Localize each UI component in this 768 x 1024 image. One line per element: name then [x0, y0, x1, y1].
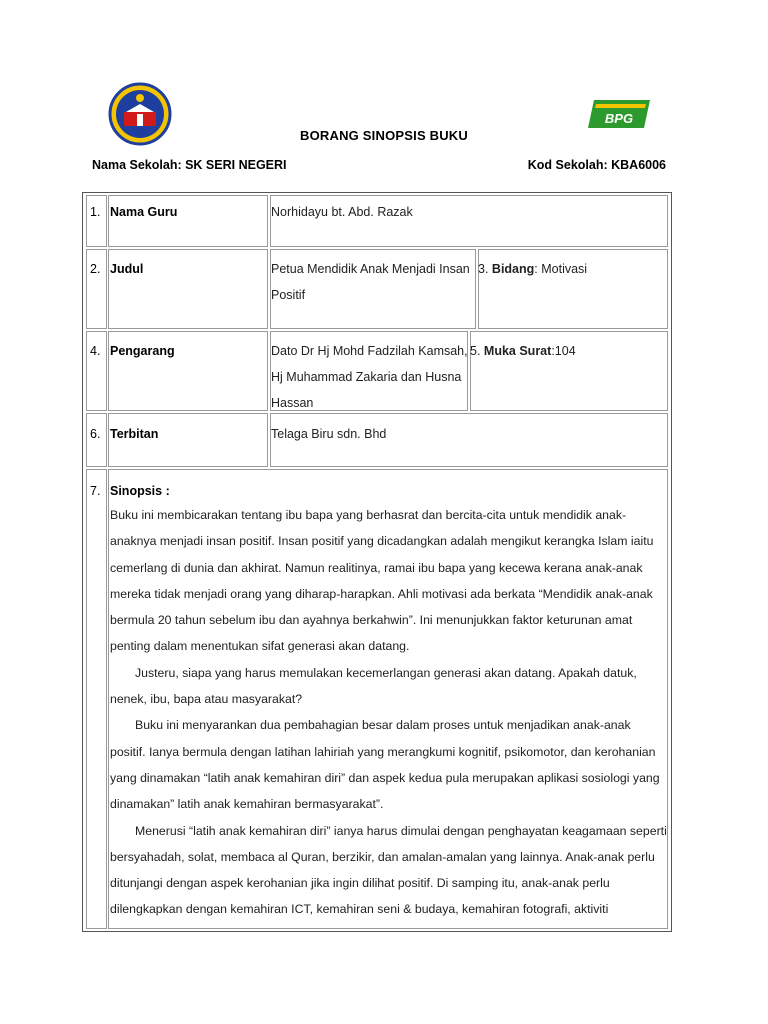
pengarang-line1: Dato Dr Hj Mohd Fadzilah Kamsah, [271, 344, 468, 358]
sinopsis-body [110, 502, 668, 926]
nama-guru-label: Nama Guru [110, 205, 178, 219]
pengarang-line3: Hassan [271, 396, 314, 410]
bidang-number: 3. [478, 262, 489, 276]
muka-surat-label: Muka Surat [483, 344, 552, 358]
row3-num-cell [86, 331, 107, 411]
sinopsis-paragraph-2: Justeru, siapa yang harus memulakan kecemerlangan generasi akan datang. Apakah datuk, nenek, ibu, bapa atau masyarakat? [110, 665, 637, 707]
bpg-logo [586, 96, 652, 132]
form-title: BORANG SINOPSIS BUKU [300, 128, 468, 143]
row5-number: 7. [90, 484, 101, 498]
judul-value-line1: Petua Mendidik Anak Menjadi Insan [271, 262, 470, 276]
row5-num-cell [86, 469, 107, 929]
row1-num-cell [86, 195, 107, 247]
sinopsis-paragraph-3: Buku ini menyarankan dua pembahagian besar dalam proses untuk menjadikan anak-anak positif. Ianya bermula dengan latihan lahiriah yang merangkumi kognitif, psikomotor, dan kerohanian yang dinamakan “latih anak kemahiran diri” dan aspek kedua pula merupakan aplikasi sosiologi yang dinamakan” latih anak kemahiran bermasyarakat”. [110, 718, 660, 812]
row2-label-cell [108, 249, 268, 329]
pengarang-label: Pengarang [110, 344, 175, 358]
row1-label-cell [108, 195, 268, 247]
bidang-field [478, 256, 587, 282]
bpg-logo-text: BPG [604, 111, 634, 126]
school-name: Nama Sekolah: SK SERI NEGERI [92, 158, 287, 172]
terbitan-label: Terbitan [110, 427, 159, 441]
terbitan-value: Telaga Biru sdn. Bhd [271, 427, 387, 441]
nama-guru-value: Norhidayu bt. Abd. Razak [271, 205, 413, 219]
judul-value-line2: Positif [271, 288, 306, 302]
judul-label: Judul [110, 262, 144, 276]
muka-surat-value: :104 [551, 344, 576, 358]
row1-number: 1. [90, 205, 101, 219]
sinopsis-label: Sinopsis : [110, 484, 170, 498]
muka-surat-field [470, 338, 576, 364]
sinopsis-paragraph-4: Menerusi “latih anak kemahiran diri” ianya harus dimulai dengan penghayatan keagamaan seperti bersyahadah, solat, membaca al Quran, berzikir, dan amalan-amalan yang lainnya. Anak-anak perlu ditunjangi dengan aspek kerohanian jika ingin dilihat positif. Di samping itu, anak-anak perlu dilengkapkan dengan kemahiran ICT, kemahiran seni & budaya, kemahiran fotografi, aktiviti [110, 823, 667, 917]
row4-number: 6. [90, 427, 101, 441]
row2-num-cell [86, 249, 107, 329]
muka-surat-number: 5. [470, 344, 481, 358]
bidang-label: Bidang [491, 262, 535, 276]
school-code: Kod Sekolah: KBA6006 [527, 158, 666, 172]
row3-number: 4. [90, 344, 101, 358]
row3-label-cell [108, 331, 268, 411]
row2-number: 2. [90, 262, 101, 276]
bidang-value: : Motivasi [534, 262, 588, 276]
sinopsis-paragraph-1: Buku ini membicarakan tentang ibu bapa yang berhasrat dan bercita-cita untuk mendidik anak-anaknya menjadi insan positif. Insan positif yang dicadangkan adalah mengikut kerangka Islam iaitu cemerlang di dunia dan akhirat. Namun realitinya, ramai ibu bapa yang kecewa kerana anak-anak mereka tidak menjadi orang yang diharap-harapkan. Ahli motivasi ada berkata “Mendidik anak-anak bermula 20 tahun sebelum ibu dan ayahnya berkahwin”. Ini menunjukkan faktor keturunan amat penting dalam menentukan sifat generasi akan datang. [110, 508, 654, 654]
pengarang-line2: Hj Muhammad Zakaria dan Husna [271, 370, 462, 384]
